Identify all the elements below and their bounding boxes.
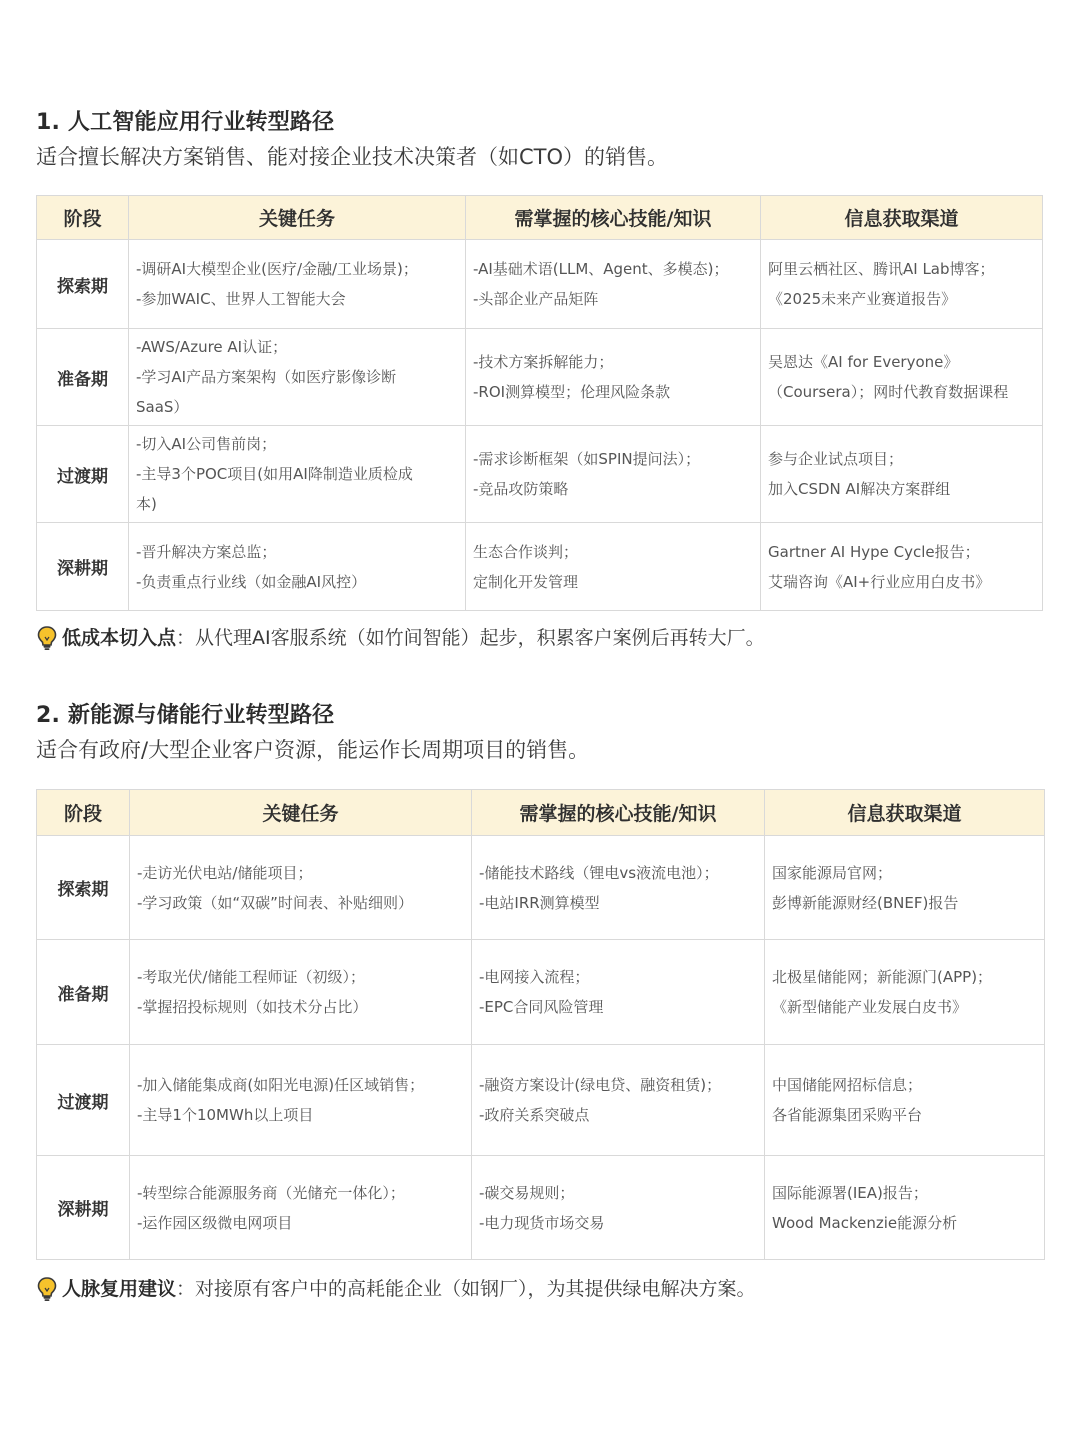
skill-line: -电网接入流程； — [479, 968, 590, 986]
channel-line: 加入CSDN AI解决方案群组 — [768, 480, 951, 498]
table-header-row — [37, 790, 1045, 836]
task-line: SaaS） — [136, 398, 189, 416]
task-line: -转型综合能源服务商（光储充一体化）； — [137, 1183, 405, 1202]
skill-line: -储能技术路线（锂电vs液流电池）； — [479, 863, 719, 882]
skill-line: -融资方案设计(绿电贷、融资租赁)； — [479, 1076, 722, 1094]
skill-line: -电力现货市场交易 — [479, 1213, 605, 1232]
table-row — [37, 329, 1043, 426]
channel-line: Gartner AI Hype Cycle报告； — [768, 542, 980, 561]
channels-cell — [761, 329, 1043, 426]
tasks-cell — [129, 240, 466, 329]
skills-cell — [472, 836, 765, 940]
tasks-cell — [129, 329, 466, 426]
task-line: -负责重点行业线（如金融AI风控） — [136, 572, 367, 591]
channels-cell — [761, 426, 1043, 523]
skill-line: -AI基础术语(LLM、Agent、多模态)； — [473, 260, 729, 278]
section-title: 1. 人工智能应用行业转型路径 — [36, 110, 335, 135]
channel-line: 北极星储能网；新能源门(APP)； — [772, 968, 993, 986]
path-table — [36, 195, 1043, 611]
table-row — [37, 940, 1045, 1045]
channel-line: 艾瑞咨询《AI+行业应用白皮书》 — [768, 572, 991, 591]
task-line: -调研AI大模型企业(医疗/金融/工业场景)； — [136, 260, 418, 278]
stage-cell: 过渡期 — [37, 1045, 130, 1156]
table-header-row — [37, 196, 1043, 240]
channel-line: 各省能源集团采购平台 — [772, 1106, 923, 1124]
skills-cell — [472, 1045, 765, 1156]
table-row — [37, 240, 1043, 329]
skill-line: -竞品攻防策略 — [473, 480, 569, 498]
stage-cell: 准备期 — [37, 329, 129, 426]
channels-cell — [765, 940, 1045, 1045]
lightbulb-icon — [36, 625, 58, 651]
tip-line — [36, 624, 765, 652]
task-line: -走访光伏电站/储能项目； — [137, 863, 313, 882]
task-line: -主导3个POC项目(如用AI降制造业质检成 — [136, 465, 413, 483]
table-row — [37, 1156, 1045, 1260]
section-ai — [36, 108, 1044, 649]
task-line: -学习AI产品方案架构（如医疗影像诊断 — [136, 368, 397, 386]
channel-line: 吴恩达《AI for Everyone》 — [768, 353, 959, 371]
task-line: -考取光伏/储能工程师证（初级）； — [137, 968, 365, 986]
task-line: -学习政策（如“双碳”时间表、补贴细则） — [137, 893, 413, 912]
header-channels: 信息获取渠道 — [761, 196, 1043, 240]
tip-text: ：从代理AI客服系统（如竹间智能）起步，积累客户案例后再转大厂。 — [176, 627, 765, 649]
skill-line: -需求诊断框架（如SPIN提问法）； — [473, 450, 701, 468]
header-skills: 需掌握的核心技能/知识 — [472, 790, 765, 836]
tasks-cell — [129, 523, 466, 611]
lightbulb-icon — [36, 1276, 58, 1302]
tip-label: 低成本切入点 — [62, 627, 177, 649]
skill-line: -电站IRR测算模型 — [479, 893, 600, 912]
tip-line — [36, 1275, 756, 1303]
skills-cell — [466, 523, 761, 611]
skills-cell — [472, 1156, 765, 1260]
channels-cell — [761, 523, 1043, 611]
table-row — [37, 426, 1043, 523]
channel-line: 国家能源局官网； — [772, 863, 893, 882]
skills-cell — [466, 329, 761, 426]
skills-cell — [466, 426, 761, 523]
skill-line: 生态合作谈判； — [473, 542, 579, 561]
channel-line: （Coursera）；网时代教育数据课程 — [768, 383, 1009, 401]
header-stage: 阶段 — [37, 790, 130, 836]
tasks-cell — [130, 1045, 472, 1156]
channel-line: 《新型储能产业发展白皮书》 — [772, 998, 968, 1016]
channel-line: Wood Mackenzie能源分析 — [772, 1213, 958, 1232]
section-subtitle: 适合有政府/大型企业客户资源，能运作长周期项目的销售。 — [36, 738, 590, 762]
channel-line: 国际能源署(IEA)报告； — [772, 1183, 928, 1202]
channels-cell — [761, 240, 1043, 329]
skill-line: 定制化开发管理 — [473, 572, 579, 591]
skill-line: -ROI测算模型；伦理风险条款 — [473, 383, 671, 401]
tip-text: ：对接原有客户中的高耗能企业（如钢厂），为其提供绿电解决方案。 — [176, 1278, 756, 1300]
section-title: 2. 新能源与储能行业转型路径 — [36, 703, 335, 728]
task-line: -切入AI公司售前岗； — [136, 435, 277, 453]
channel-line: 参与企业试点项目； — [768, 450, 904, 468]
stage-cell: 深耕期 — [37, 1156, 130, 1260]
channel-line: 彭博新能源财经(BNEF)报告 — [772, 893, 959, 912]
channels-cell — [765, 836, 1045, 940]
stage-cell: 探索期 — [37, 240, 129, 329]
task-line: -运作园区级微电网项目 — [137, 1213, 293, 1232]
stage-cell: 深耕期 — [37, 523, 129, 611]
channels-cell — [765, 1156, 1045, 1260]
task-line: -加入储能集成商(如阳光电源)任区域销售； — [137, 1076, 425, 1094]
skill-line: -技术方案拆解能力； — [473, 353, 614, 371]
tasks-cell — [130, 836, 472, 940]
stage-cell: 过渡期 — [37, 426, 129, 523]
header-skills: 需掌握的核心技能/知识 — [466, 196, 761, 240]
path-table — [36, 789, 1045, 1260]
skill-line: -头部企业产品矩阵 — [473, 290, 599, 308]
section-subtitle: 适合擅长解决方案销售、能对接企业技术决策者（如CTO）的销售。 — [36, 145, 669, 169]
tasks-cell — [129, 426, 466, 523]
header-stage: 阶段 — [37, 196, 129, 240]
header-tasks: 关键任务 — [129, 196, 466, 240]
task-line: -晋升解决方案总监； — [136, 542, 277, 561]
header-channels: 信息获取渠道 — [765, 790, 1045, 836]
table-row — [37, 836, 1045, 940]
task-line: 本) — [136, 495, 157, 513]
skill-line: -政府关系突破点 — [479, 1106, 590, 1124]
table-row — [37, 1045, 1045, 1156]
tip-label: 人脉复用建议 — [62, 1278, 177, 1300]
stage-cell: 探索期 — [37, 836, 130, 940]
task-line: -掌握招投标规则（如技术分占比） — [137, 998, 368, 1016]
tasks-cell — [130, 940, 472, 1045]
section-energy — [36, 701, 1044, 1300]
header-tasks: 关键任务 — [130, 790, 472, 836]
table-row — [37, 523, 1043, 611]
task-line: -主导1个10MWh以上项目 — [137, 1106, 314, 1124]
task-line: -AWS/Azure AI认证； — [136, 338, 288, 356]
channels-cell — [765, 1045, 1045, 1156]
tasks-cell — [130, 1156, 472, 1260]
channel-line: 中国储能网招标信息； — [772, 1076, 923, 1094]
stage-cell: 准备期 — [37, 940, 130, 1045]
skill-line: -EPC合同风险管理 — [479, 998, 604, 1016]
skills-cell — [466, 240, 761, 329]
channel-line: 《2025未来产业赛道报告》 — [768, 290, 957, 308]
channel-line: 阿里云栖社区、腾讯AI Lab博客； — [768, 260, 995, 278]
skill-line: -碳交易规则； — [479, 1183, 575, 1202]
task-line: -参加WAIC、世界人工智能大会 — [136, 290, 346, 308]
skills-cell — [472, 940, 765, 1045]
